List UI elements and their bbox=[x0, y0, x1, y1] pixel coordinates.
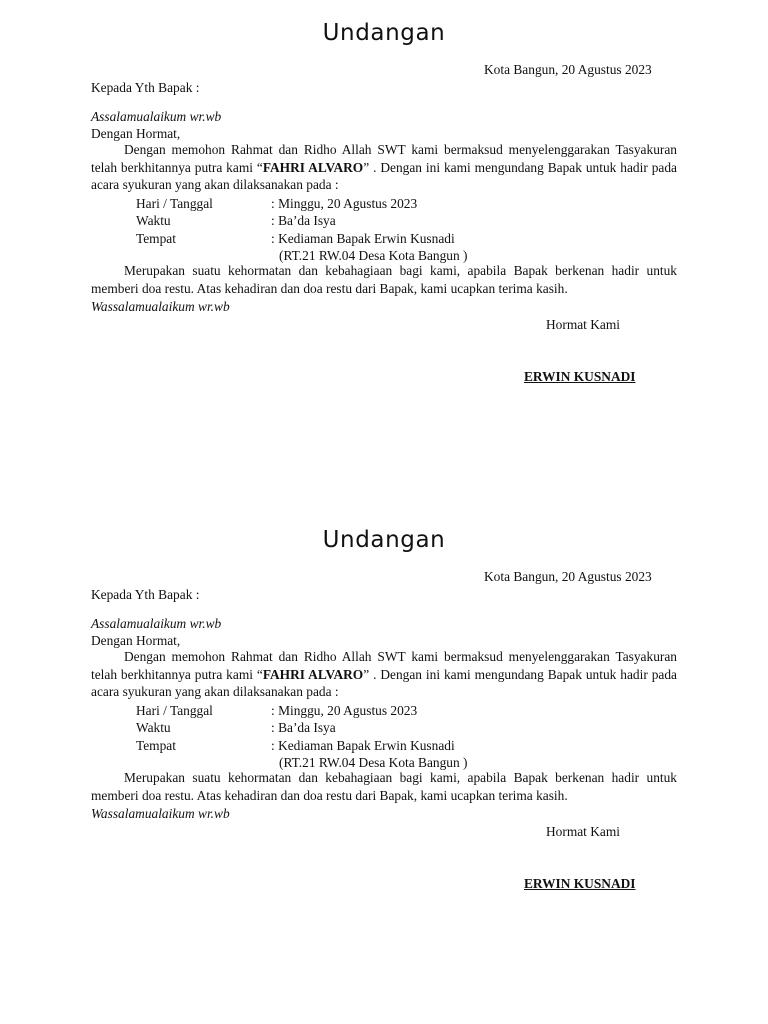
body-closing-text: Merupakan suatu kehormatan dan kebahagiaan bagi kami, apabila Bapak berkenan hadir untuk memberi doa restu. Atas kehadiran dan doa restu dari Bapak, kami ucapkan terima kasih. bbox=[91, 263, 677, 296]
farewell: Wassalamualaikum wr.wb bbox=[91, 299, 230, 314]
body-intro-before: Dengan memohon Rahmat dan Ridho Allah SWT kami bermaksud menyelenggarakan Tasyakuran telah berkhitannya putra kami “ bbox=[91, 649, 677, 682]
body-intro-paragraph bbox=[91, 648, 677, 701]
body-intro-before: Dengan memohon Rahmat dan Ridho Allah SWT kami bermaksud menyelenggarakan Tasyakuran telah berkhitannya putra kami “ bbox=[91, 142, 677, 175]
address-line: (RT.21 RW.04 Desa Kota Bangun ) bbox=[279, 248, 468, 263]
body-intro-after: ” . Dengan ini kami mengundang Bapak untuk hadir pada acara syukuran yang akan dilaksanakan pada : bbox=[91, 159, 677, 192]
invitation-card bbox=[0, 0, 768, 500]
detail-label-time: Waktu bbox=[136, 720, 171, 735]
child-name: FAHRI ALVARO bbox=[262, 159, 364, 175]
place-date: Kota Bangun, 20 Agustus 2023 bbox=[484, 569, 652, 584]
body-intro-after: ” . Dengan ini kami mengundang Bapak untuk hadir pada acara syukuran yang akan dilaksanakan pada : bbox=[91, 666, 677, 699]
detail-value-day-date: : Minggu, 20 Agustus 2023 bbox=[271, 196, 418, 211]
invitation-title: Undangan bbox=[322, 527, 446, 553]
body-closing-text: Merupakan suatu kehormatan dan kebahagiaan bagi kami, apabila Bapak berkenan hadir untuk memberi doa restu. Atas kehadiran dan doa restu dari Bapak, kami ucapkan terima kasih. bbox=[91, 770, 677, 803]
child-name: FAHRI ALVARO bbox=[262, 666, 364, 682]
detail-label-day-date: Hari / Tanggal bbox=[136, 703, 213, 718]
greeting: Assalamualaikum wr.wb bbox=[91, 109, 222, 124]
closing: Hormat Kami bbox=[546, 824, 621, 839]
farewell: Wassalamualaikum wr.wb bbox=[91, 806, 230, 821]
invitation-card bbox=[0, 507, 768, 1007]
body-closing-paragraph bbox=[91, 769, 677, 804]
signer-name: ERWIN KUSNADI bbox=[524, 369, 636, 384]
detail-value-place: : Kediaman Bapak Erwin Kusnadi bbox=[271, 231, 455, 246]
invitation-title: Undangan bbox=[322, 20, 446, 46]
detail-value-time: : Ba’da Isya bbox=[271, 720, 336, 735]
recipient-line: Kepada Yth Bapak : bbox=[91, 587, 200, 602]
detail-label-day-date: Hari / Tanggal bbox=[136, 196, 213, 211]
salutation: Dengan Hormat, bbox=[91, 633, 181, 648]
salutation: Dengan Hormat, bbox=[91, 126, 181, 141]
detail-label-place: Tempat bbox=[136, 738, 176, 753]
address-line: (RT.21 RW.04 Desa Kota Bangun ) bbox=[279, 755, 468, 770]
detail-value-time: : Ba’da Isya bbox=[271, 213, 336, 228]
body-intro-paragraph bbox=[91, 141, 677, 194]
detail-label-place: Tempat bbox=[136, 231, 176, 246]
recipient-line: Kepada Yth Bapak : bbox=[91, 80, 200, 95]
body-closing-paragraph bbox=[91, 262, 677, 297]
place-date: Kota Bangun, 20 Agustus 2023 bbox=[484, 62, 652, 77]
detail-value-day-date: : Minggu, 20 Agustus 2023 bbox=[271, 703, 418, 718]
detail-value-place: : Kediaman Bapak Erwin Kusnadi bbox=[271, 738, 455, 753]
signer-name: ERWIN KUSNADI bbox=[524, 876, 636, 891]
detail-label-time: Waktu bbox=[136, 213, 171, 228]
greeting: Assalamualaikum wr.wb bbox=[91, 616, 222, 631]
closing: Hormat Kami bbox=[546, 317, 621, 332]
